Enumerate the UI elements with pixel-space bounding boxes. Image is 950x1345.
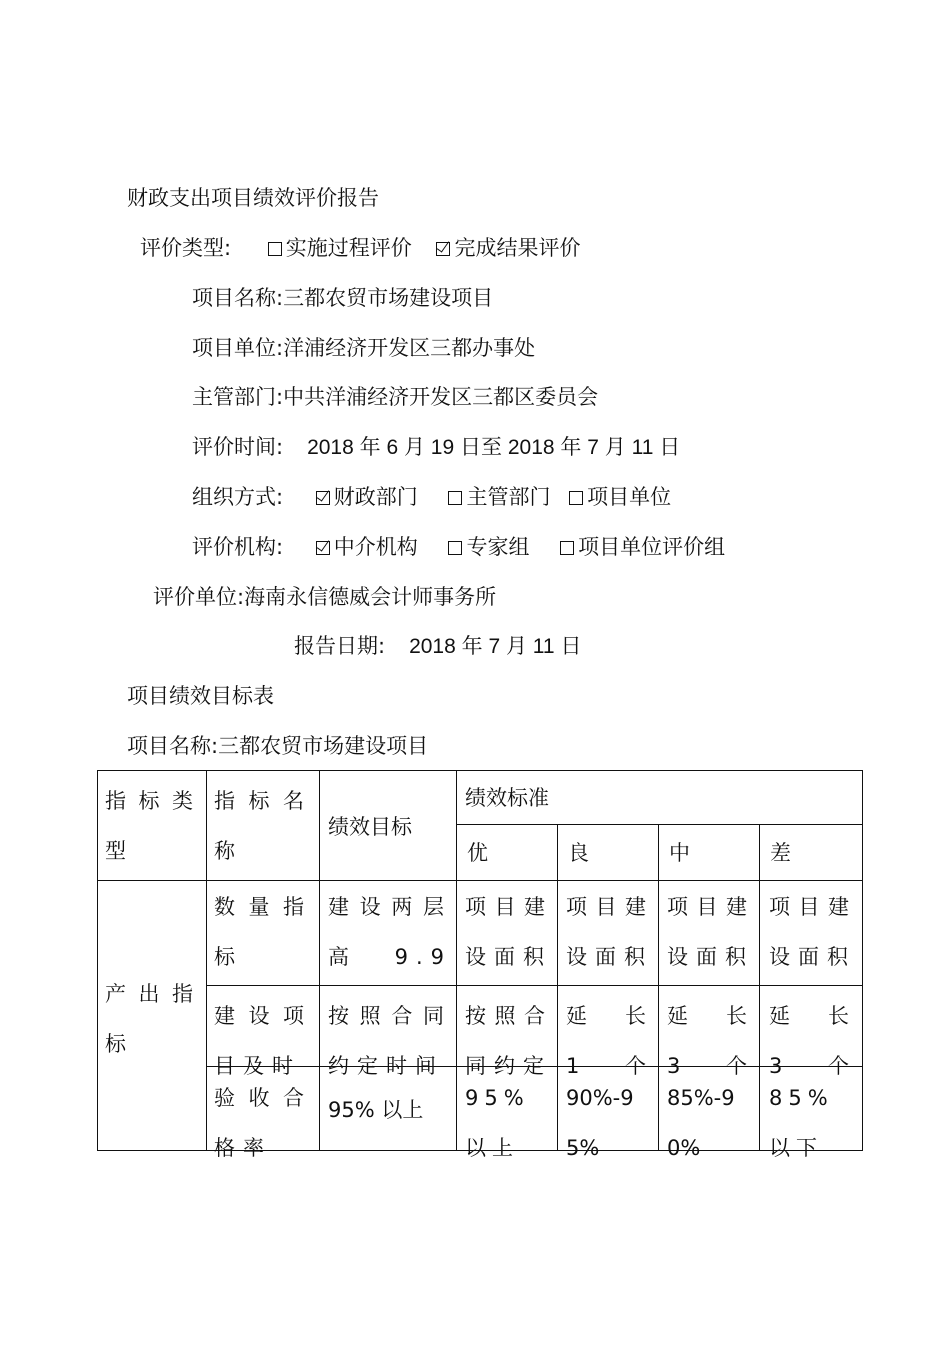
report-date-value: 2018 年 7 月 11 日 (409, 635, 582, 658)
table-row-1-target: 建设两层高 9.9 (328, 895, 452, 969)
checkbox-unit-eval-group[interactable] (560, 541, 574, 555)
table-project-value: 三都农贸市场建设项目 (218, 734, 429, 758)
report-date-label: 报告日期: (294, 634, 386, 658)
table-row-3-good: 90%-95% (566, 1086, 634, 1160)
performance-target-table (97, 770, 863, 1160)
table-row-3-medium: 85%-90% (667, 1086, 735, 1160)
header-performance-standard: 绩效标准 (465, 786, 549, 810)
eval-type-label: 评价类型: (140, 236, 232, 260)
eval-unit-row (153, 582, 496, 612)
project-unit-row (192, 333, 535, 363)
header-excellent: 优 (467, 841, 488, 865)
expert-group-label: 专家组 (466, 535, 530, 559)
table-row-1-poor: 项目建设面积 (769, 895, 857, 969)
agency-row (192, 532, 725, 562)
report-title: 财政支出项目绩效评价报告 (127, 186, 379, 210)
header-poor: 差 (770, 841, 791, 865)
eval-time-label: 评价时间: (192, 435, 284, 459)
table-row-3-name: 验收合格率 (214, 1086, 312, 1160)
header-medium: 中 (669, 841, 690, 865)
table-row-3-poor: 85% 以下 (769, 1086, 834, 1160)
table-row-3-target: 95% 以上 (328, 1098, 424, 1122)
eval-type-row (140, 233, 580, 263)
table-row-1-medium: 项目建设面积 (667, 895, 755, 969)
table-row-1-name: 数量指标 (214, 895, 312, 969)
table-row-2-medium: 延长 3 个 (667, 1004, 755, 1078)
org-method-row (192, 482, 671, 512)
checkbox-intermediary[interactable] (316, 541, 330, 555)
checkbox-competent-dept[interactable] (448, 491, 462, 505)
table-row-2-good: 延长 1 个 (566, 1004, 654, 1078)
header-indicator-name: 指标名称 (214, 789, 312, 863)
checkbox-implementation-eval[interactable] (268, 242, 282, 256)
table-row-1-excellent: 项目建设面积 (465, 895, 553, 969)
checkbox-result-eval[interactable] (436, 242, 450, 256)
eval-time-row (192, 432, 680, 463)
project-name-row (192, 283, 493, 313)
checkbox-finance-dept[interactable] (316, 491, 330, 505)
report-date-row (294, 631, 581, 662)
table-project-label: 项目名称: (127, 734, 219, 758)
result-eval-label: 完成结果评价 (454, 236, 581, 260)
eval-unit-label: 评价单位: (153, 585, 245, 609)
eval-unit-value: 海南永信德威会计师事务所 (244, 585, 497, 609)
unit-eval-group-label: 项目单位评价组 (578, 535, 726, 559)
table-project-row (127, 731, 428, 761)
project-unit-value: 洋浦经济开发区三都办事处 (283, 336, 536, 360)
competent-dept-label: 主管部门 (466, 485, 551, 509)
project-unit-option-label: 项目单位 (587, 485, 672, 509)
org-method-label: 组织方式: (192, 485, 284, 509)
table-row-3-excellent: 95% 以上 (465, 1086, 530, 1160)
intermediary-label: 中介机构 (333, 535, 418, 559)
eval-time-value: 2018 年 6 月 19 日至 2018 年 7 月 11 日 (307, 436, 681, 459)
finance-dept-label: 财政部门 (333, 485, 418, 509)
group-output-indicator: 产出指标 (105, 982, 201, 1056)
table-row-2-name: 建设项目及时 (214, 1004, 312, 1078)
table-row-2-target: 按照合同约定时间 (328, 1004, 452, 1078)
table-row-1-good: 项目建设面积 (566, 895, 654, 969)
checkbox-expert-group[interactable] (448, 541, 462, 555)
dept-label: 主管部门: (192, 385, 284, 409)
project-unit-label: 项目单位: (192, 336, 284, 360)
agency-label: 评价机构: (192, 535, 284, 559)
header-performance-target: 绩效目标 (328, 815, 412, 839)
header-good: 良 (568, 841, 589, 865)
implementation-eval-label: 实施过程评价 (285, 236, 412, 260)
dept-row (192, 382, 598, 412)
project-name-value: 三都农贸市场建设项目 (283, 286, 494, 310)
header-indicator-type: 指标类型 (105, 789, 201, 863)
table-row-2-excellent: 按照合同约定 (465, 1004, 553, 1078)
checkbox-project-unit[interactable] (569, 491, 583, 505)
project-name-label: 项目名称: (192, 286, 284, 310)
table-row-2-poor: 延长 3 个 (769, 1004, 857, 1078)
table-section-title: 项目绩效目标表 (127, 684, 274, 708)
dept-value: 中共洋浦经济开发区三都区委员会 (283, 385, 599, 409)
